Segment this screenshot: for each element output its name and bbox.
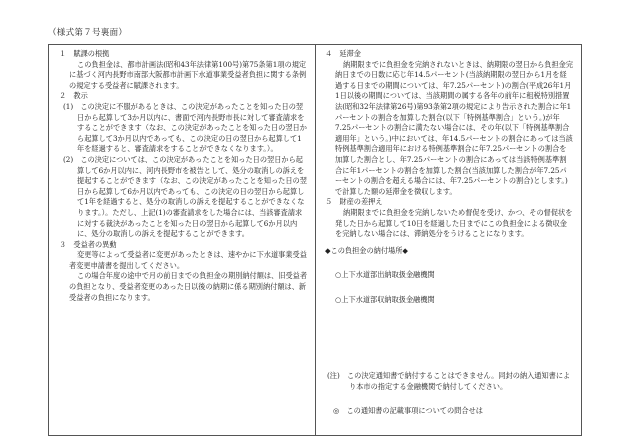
document-frame [48,44,582,436]
section-4-body: 納期限までに負担金を完納されないときは、納期限の翌日から負担金完納日までの日数に応じ年14.5パーセント(当該納期限の翌日から1月を経過する日までの期間については、年7.25パーセント)の割合(平成26年1月1日以後の期間については、当該期間の属する各年の前年に租税特別措置法(昭和32年法律第26号)第93条第2項の規定により告示された割合に年1パーセントの割合を加算した割合(以下「特例基準割合」という。)が年7.25パーセントの割合に満たない場合には、その年(以下「特例基準割合適用年」という。)中においては、年14.5パーセントの割合にあっては当該特例基準割合適用年における特例基準割合に年7.25パーセントの割合を加算した割合とし、年7.25パーセントの割合にあっては当該特例基準割合に年1パーセントの割合を加算した割合(当該加算した割合が年7.25パーセントの割合を超える場合には、年7.25パーセントの割合)とします。)で計算した額の延滞金を徴収します。 [335,59,574,196]
right-column [325,49,573,305]
inquiry-note: ◎ この通知書の記載事項についての問合せは [333,406,483,416]
section-5-title: ５ 財産の差押え [325,197,383,207]
form-number-label: （様式第７号裏面） [48,28,128,38]
section-3-paragraph-2: この場合年度の途中で月の前日までの負担金の期別納付額は、旧受益者の負担となり、受益者変更のあった日以後の納期に係る期別納付額は、新受益者の負担になります。 [69,271,308,302]
payment-note: (注) この決定通知書で納付することはできません。同封の納入通知書により本市の指定する金融機関で納付してください。 [327,371,571,391]
section-2-title: ２ 教示 [59,91,88,101]
left-column [59,49,307,303]
payment-place-title: ◆この負担金の納付場所◆ [325,245,408,255]
section-5-body: 納期限までに負担金を完納しないため督促を受け、かつ、その督促状を発した日から起算して10日を経過した日までにこの負担金による徴収金を完納しない場合には、滞納処分をうけることになります。 [335,207,573,239]
section-1-title: １ 賦課の根拠 [59,49,110,58]
section-4-title: ４ 延滞金 [325,49,361,58]
notes-block [325,371,573,417]
section-2-item-1: (1) この決定に不服があるときは、この決定があったことを知った日の翌日から起算して3か月以内に、書面で河内長野市長に対して審査請求をすることができます（なお、この決定があったことを知った日の翌日から起算して3か月以内であっても、この決定の日の翌日から起算して1年を経過すると、審査請求をすることができなくなります。）。 [63,101,307,154]
section-2-item-2: (2) この決定については、この決定があったことを知った日の翌日から起算して6か月以内に、河内長野市を被告として、処分の取消しの訴えを提起することができます（なお、この決定があったことを知った日の翌日から起算して6か月以内であっても、この決定の日の翌日から起算して1年を経過すると、処分の取消しの訴えを提起することができなくなります。）。ただし、上記(1)の審査請求をした場合には、当該審査請求に対する裁決があったことを知った日の翌日から起算して6か月以内に、処分の取消しの訴えを提起することができます。 [63,154,307,239]
section-1-body: この負担金は、都市計画法(昭和43年法律第100号)第75条第1項の規定に基づく河内長野市南部大阪都市計画下水道事業受益者負担に関する条例の規定する受益者に賦課されます。 [69,59,307,90]
section-3-title: ３ 受益者の異動 [59,239,117,249]
payment-place-item-1: ○上下水道部出納取扱金融機関 [335,270,435,280]
payment-place-item-2: ○上下水道部収納取扱金融機関 [335,294,435,304]
section-3-paragraph-1: 変更等によって受益者に変更があったときは、速やかに下水道事業受益者変更申請書を提出してください。 [69,250,307,270]
column-divider [315,45,316,435]
